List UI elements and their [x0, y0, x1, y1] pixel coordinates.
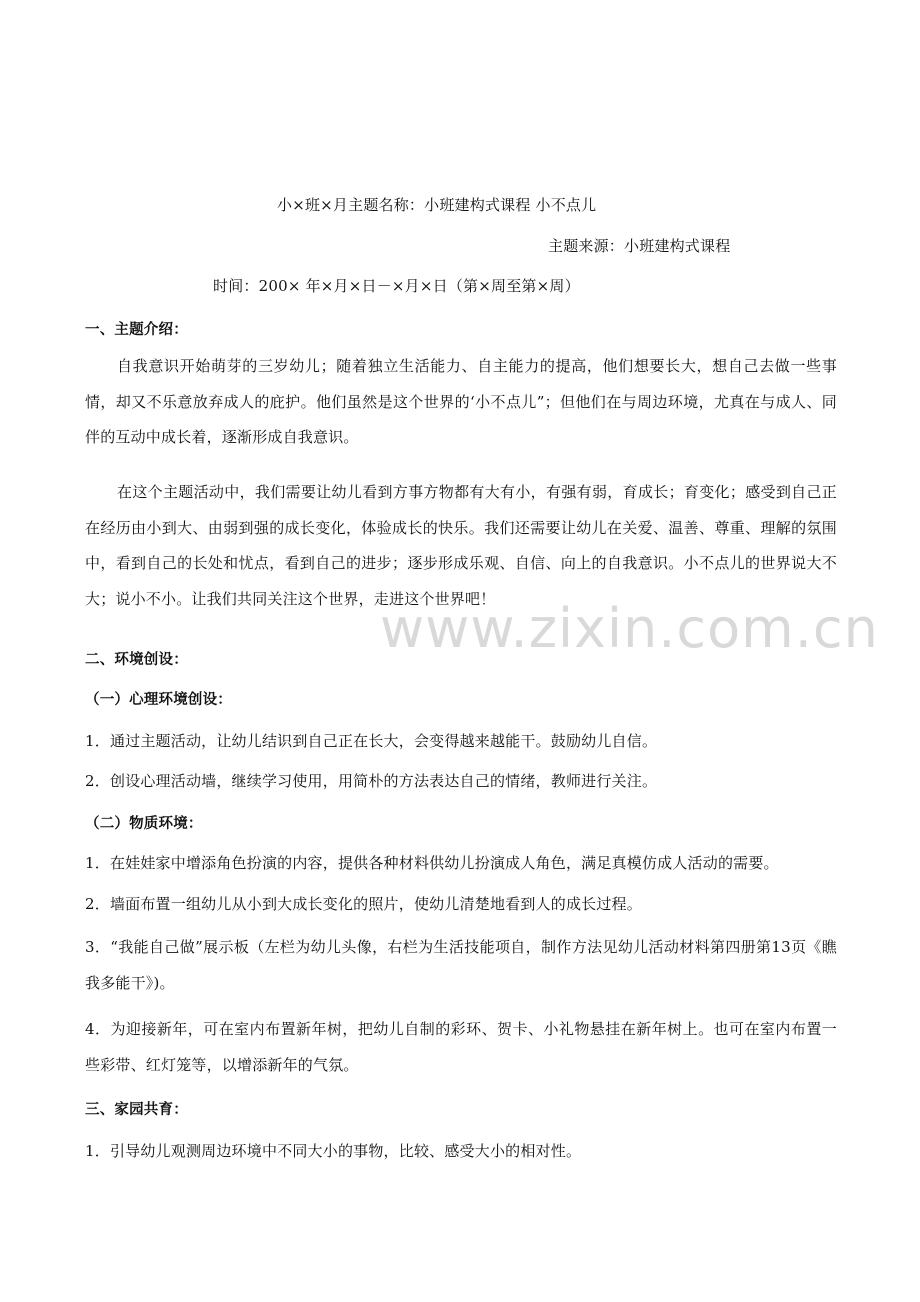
- list-item: 2．墙面布置一组幼儿从小到大成长变化的照片，使幼儿清楚地看到人的成长过程。: [85, 895, 642, 913]
- list-item: 1．通过主题活动，让幼儿结识到自己正在长大，会变得越来越能干。鼓励幼儿自信。: [85, 732, 658, 750]
- subsection-material-heading: （二）物质环境：: [85, 816, 203, 832]
- section-3-heading: 三、家园共育：: [85, 1102, 188, 1118]
- document-title: 小×班×月主题名称：小班建构式课程 小不点儿: [277, 196, 597, 214]
- intro-paragraph-1: 自我意识开始萌芽的三岁幼儿；随着独立生活能力、自主能力的提高，他们想要长大，想自己去做一些事情，却又不乐意放弃成人的庇护。他们虽然是这个世界的‘小不点儿”；但他们在与周边环境，尤真在与成人、同伴的互动中成长着，逐渐形成自我意识。: [85, 357, 837, 446]
- list-item: 3．“我能自己做”展示板（左栏为幼儿头像，右栏为生活技能项自，制作方法见幼儿活动材料第四册第13页《瞧我多能干》)。: [85, 938, 837, 992]
- list-item: 1．引导幼儿观测周边环境中不同大小的事物，比较、感受大小的相对性。: [85, 1142, 582, 1160]
- section-2-heading: 二、环境创设：: [85, 652, 188, 668]
- list-item: 1．在娃娃家中增添角色扮演的内容，提供各种材料供幼儿扮演成人角色，满足真模仿成人活动的需要。: [85, 854, 779, 872]
- watermark: www.zixin.com.cn: [380, 597, 879, 660]
- subsection-psych-heading: （一）心理环境创设：: [85, 692, 232, 708]
- list-item: 2．创设心理活动墙，继续学习使用，用简朴的方法表达自己的情绪，教师进行关注。: [85, 772, 658, 790]
- theme-source: 主题来源：小班建构式课程: [548, 237, 731, 255]
- intro-paragraph-2: 在这个主题活动中，我们需要让幼儿看到方事方物都有大有小，有强有弱，育成长；育变化；感受到自己正在经历由小到大、由弱到强的成长变化，体验成长的快乐。我们还需要让幼儿在关爱、温善、尊重、理解的氛围中，看到自己的长处和忧点，看到自己的进步；逐步形成乐观、自信、向上的自我意识。小不点儿的世界说大不大；说小不小。让我们共同关注这个世界，走进这个世界吧！: [85, 483, 837, 608]
- section-1-heading: 一、主题介绍：: [85, 322, 188, 338]
- list-item: 4．为迎接新年，可在室内布置新年树，把幼儿自制的彩环、贺卡、小礼物悬挂在新年树上。也可在室内布置一些彩带、红灯笼等，以增添新年的气氛。: [85, 1020, 837, 1074]
- time-range: 时间：200× 年×月×日－×月×日（第×周至第×周）: [213, 277, 580, 295]
